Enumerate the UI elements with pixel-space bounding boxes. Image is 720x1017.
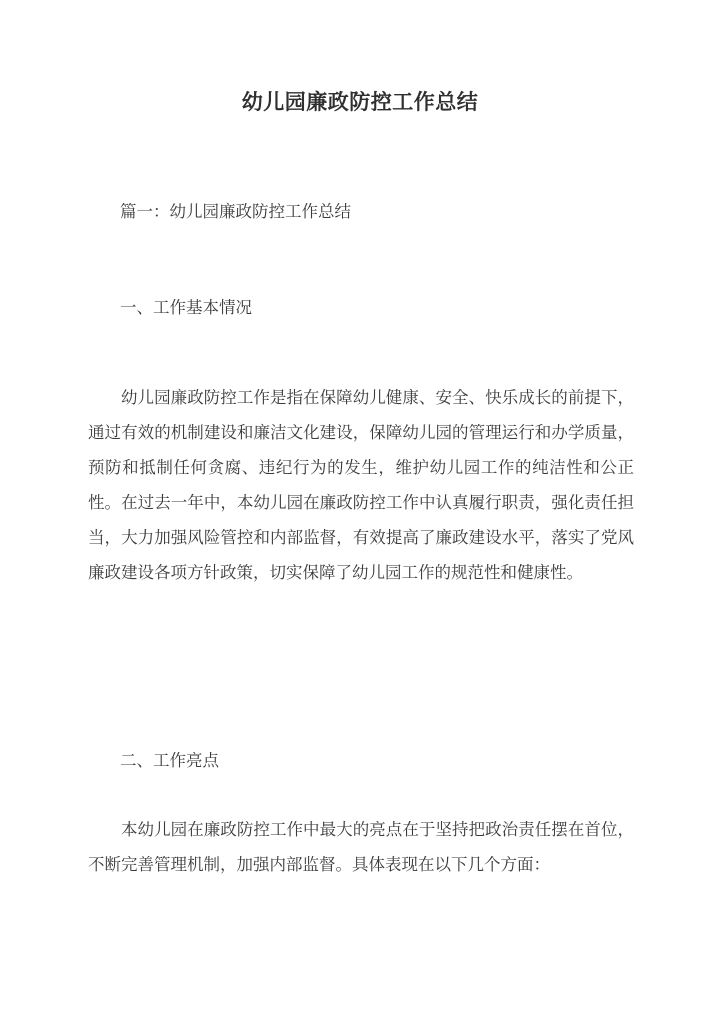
document-subtitle: 篇一：幼儿园廉政防控工作总结 [120,202,351,221]
section-heading-1: 一、工作基本情况 [120,298,252,317]
document-title: 幼儿园廉政防控工作总结 [241,89,479,114]
section-heading-2: 二、工作亮点 [120,751,219,770]
section-body-2: 本幼儿园在廉政防控工作中最大的亮点在于坚持把政治责任摆在首位，不断完善管理机制，加强内部监督。具体表现在以下几个方面： [88,820,634,874]
section-body-1: 幼儿园廉政防控工作是指在保障幼儿健康、安全、快乐成长的前提下，通过有效的机制建设和廉洁文化建设，保障幼儿园的管理运行和办学质量，预防和抵制任何贪腐、违纪行为的发生，维护幼儿园工作的纯洁性和公正性。在过去一年中，本幼儿园在廉政防控工作中认真履行职责，强化责任担当，大力加强风险管控和内部监督，有效提高了廉政建设水平，落实了党风廉政建设各项方针政策，切实保障了幼儿园工作的规范性和健康性。 [88,388,634,582]
